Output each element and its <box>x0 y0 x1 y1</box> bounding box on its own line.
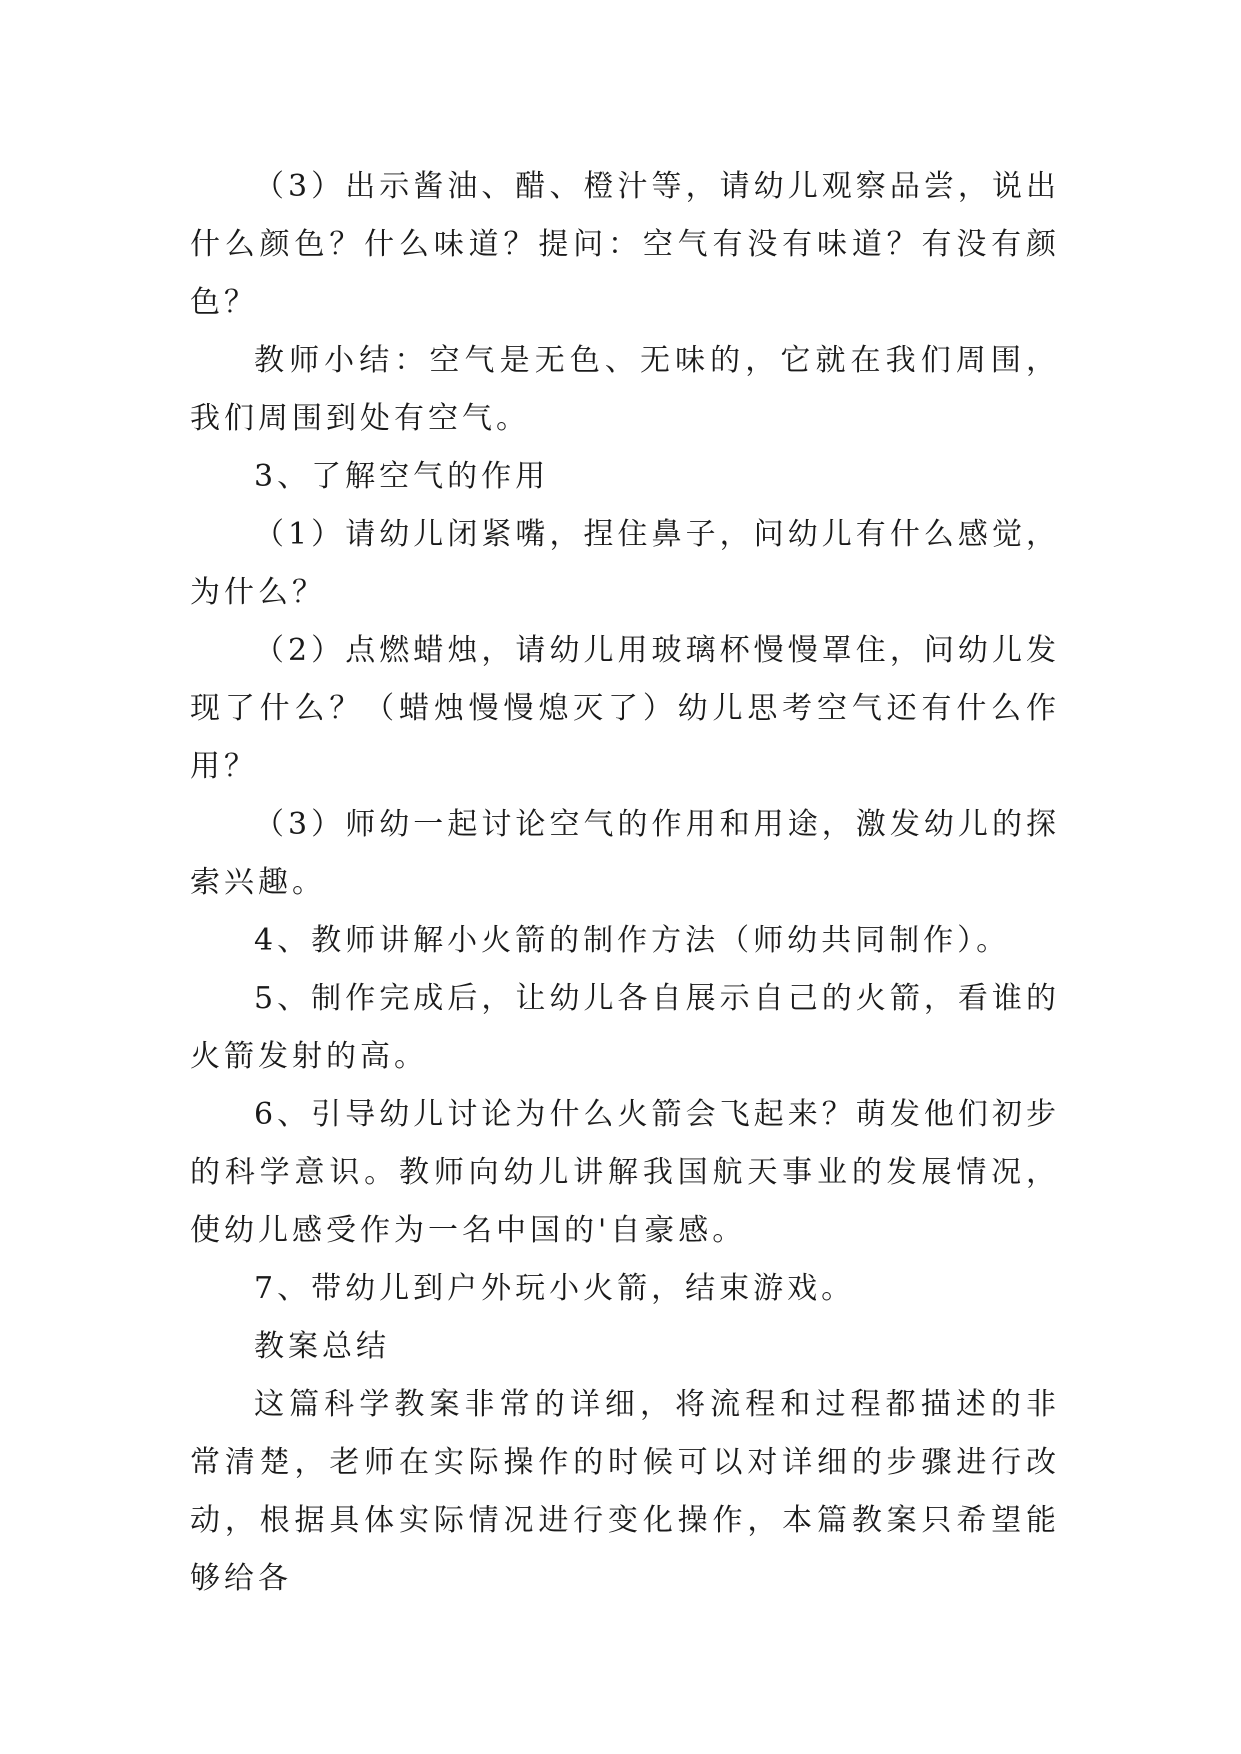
paragraph-step-3-2: （2）点燃蜡烛，请幼儿用玻璃杯慢慢罩住，问幼儿发现了什么？（蜡烛慢慢熄灭了）幼儿思考空气还有什么作用？ <box>190 633 1060 784</box>
paragraph-step-3-1: （1）请幼儿闭紧嘴，捏住鼻子，问幼儿有什么感觉，为什么？ <box>190 517 1060 610</box>
paragraph-step-7: 7、带幼儿到户外玩小火箭，结束游戏。 <box>254 1271 856 1306</box>
paragraph-summary-text: 这篇科学教案非常的详细，将流程和过程都描述的非常清楚，老师在实际操作的时候可以对详细的步骤进行改动，根据具体实际情况进行变化操作，本篇教案只希望能够给各 <box>190 1387 1060 1596</box>
paragraph-teacher-summary: 教师小结：空气是无色、无味的，它就在我们周围，我们周围到处有空气。 <box>190 343 1060 436</box>
paragraph-step-2-3: （3）出示酱油、醋、橙汁等，请幼儿观察品尝，说出什么颜色？什么味道？提问：空气有没有味道？有没有颜色？ <box>190 169 1060 320</box>
paragraph-step-5: 5、制作完成后，让幼儿各自展示自己的火箭，看谁的火箭发射的高。 <box>190 981 1060 1074</box>
paragraph-step-4: 4、教师讲解小火箭的制作方法（师幼共同制作）。 <box>254 923 1011 958</box>
section-heading-summary: 教案总结 <box>254 1329 390 1364</box>
paragraph-step-3-heading: 3、了解空气的作用 <box>254 459 550 494</box>
paragraph-step-3-3: （3）师幼一起讨论空气的作用和用途，激发幼儿的探索兴趣。 <box>190 807 1060 900</box>
document-body <box>190 158 1060 1608</box>
paragraph-step-6: 6、引导幼儿讨论为什么火箭会飞起来？萌发他们初步的科学意识。教师向幼儿讲解我国航天事业的发展情况，使幼儿感受作为一名中国的'自豪感。 <box>190 1097 1060 1248</box>
